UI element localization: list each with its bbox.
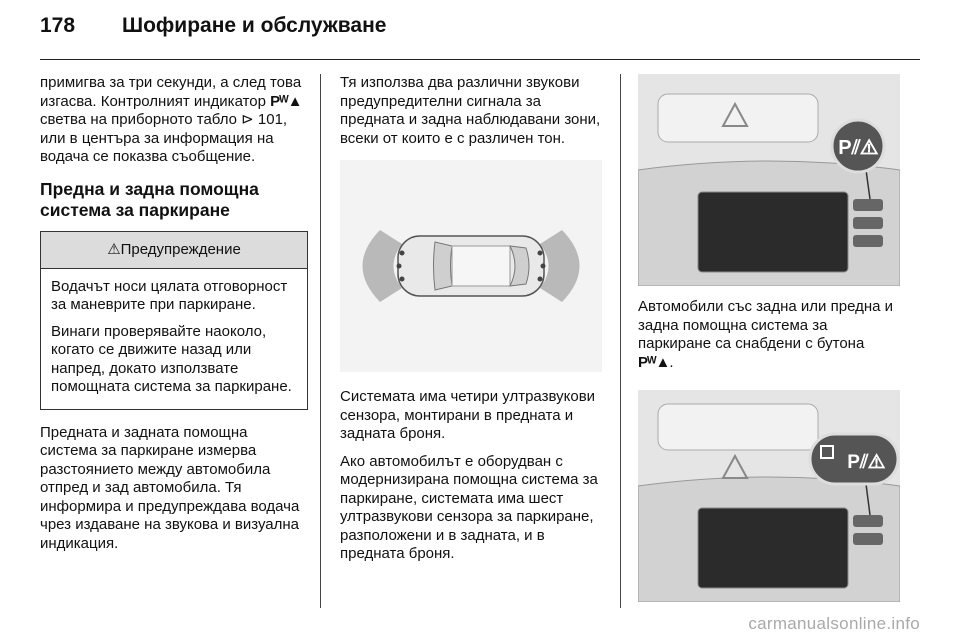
sensor-front-3: [400, 277, 405, 282]
console-button-3: [853, 235, 883, 247]
caption-text: Автомобили със задна или предна и задна помощна система за паркиране са снабдени с бутона: [638, 298, 893, 352]
infotainment-screen: [698, 508, 848, 588]
parking-assist-button-icon: P⫽⚠: [847, 452, 885, 473]
dashboard-illustration-1: [638, 74, 900, 286]
sensor-rear-2: [541, 264, 546, 269]
intro-paragraph: [40, 74, 308, 167]
sensor-rear-3: [538, 277, 543, 282]
column-2: [340, 74, 608, 573]
car-top-view-illustration: [340, 160, 602, 372]
warning-paragraph-2: Винаги проверявайте наоколо, когато се движите назад или напред, докато използвате помощната система за паркиране.: [51, 322, 292, 395]
console-button-1: [853, 515, 883, 527]
warning-title: Предупреждение: [120, 240, 241, 258]
parking-assist-indicator-icon: Pᵂ▲: [270, 92, 302, 110]
windshield: [434, 242, 453, 290]
page-reference-icon: ⊳: [241, 111, 254, 128]
button-caption: [638, 298, 900, 372]
console-button-2: [853, 533, 883, 545]
column-3: [638, 74, 900, 602]
intro-text-b: светва на приборното табло: [40, 111, 237, 128]
parking-assist-button-glyph: Pᵂ▲: [638, 353, 670, 371]
front-sensor-zone: [363, 230, 403, 302]
page-header: [40, 14, 920, 48]
dashboard-illustration-2: [638, 390, 900, 602]
air-vents: [658, 94, 818, 142]
dashboard-figure-1: [638, 74, 900, 286]
description-paragraph: Предната и задната помощна система за паркиране измерва разстоянието между автомобила отпред и зад автомобила. Тя информира и предупреждава водача чрез издаване на звукова и визуална индикация.: [40, 423, 300, 552]
header-rule: [40, 59, 920, 60]
sensor-zones-figure: [340, 160, 602, 372]
watermark: carmanualsonline.info: [748, 614, 920, 633]
console-button-1: [853, 199, 883, 211]
page-number: 178: [40, 14, 76, 37]
page-title: Шофиране и обслужване: [122, 14, 387, 37]
advanced-system-paragraph: Ако автомобилът е оборудван с модернизирана помощна система за паркиране, системата има шест ултразвукови сензора за паркиране, разположени и в задната, и в предната броня.: [340, 452, 598, 562]
column-divider-2: [620, 74, 621, 608]
intro-text-a: примигва за три секунди, а след това изгасва. Контролният индикатор: [40, 74, 302, 110]
section-heading: Предна и задна помощна система за паркиране: [40, 178, 259, 220]
roof: [452, 246, 510, 286]
infotainment-screen: [698, 192, 848, 272]
console-button-2: [853, 217, 883, 229]
warning-triangle-icon: ⚠: [107, 240, 121, 258]
dashboard-figure-2: [638, 390, 900, 602]
column-1: [40, 74, 308, 562]
sensor-front-2: [397, 264, 402, 269]
rear-sensor-zone: [540, 230, 580, 302]
intro-text-c: 101, или в центъра за информация на водача се показва съобщение.: [40, 111, 288, 165]
sensors-paragraph: Системата има четири ултразвукови сензора, монтирани в предната и задната броня.: [340, 388, 596, 442]
column-divider-1: [320, 74, 321, 608]
caption-end: .: [669, 353, 674, 371]
warning-header: [41, 232, 307, 269]
warning-paragraph-1: Водачът носи цялата отговорност за маневрите при паркиране.: [51, 277, 288, 313]
air-vents: [658, 404, 818, 450]
warning-box: [40, 231, 308, 410]
parking-assist-button-icon: P⫽⚠: [838, 137, 878, 159]
warning-body: [41, 269, 307, 409]
sensor-rear-1: [538, 251, 543, 256]
sensor-front-1: [400, 251, 405, 256]
tone-paragraph: Тя използва два различни звукови предупредителни сигнала за предната и задна наблюдавани зони, всеки от които е с различен тон.: [340, 74, 601, 147]
